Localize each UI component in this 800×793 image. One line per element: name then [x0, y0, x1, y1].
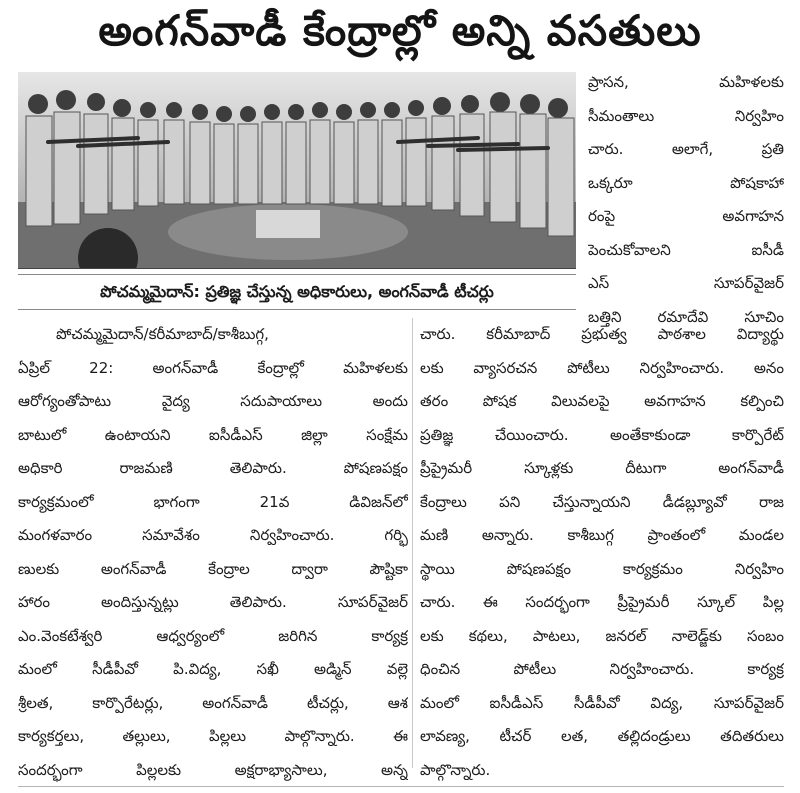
dateline: పోచమ్మమైదాన్/కరీమాబాద్/కాశీబుగ్గ,	[56, 325, 269, 343]
text-line: బత్తిని రమాదేవి సూచిం	[588, 307, 784, 326]
text-line: అధికారి రాజమణి తెలిపారు. పోషణపక్షం	[18, 459, 408, 477]
text-line: చారు. కరీమాబాద్ ప్రభుత్వ పాఠశాల విద్యార్థు	[420, 325, 784, 343]
text-line: ఎం.వెంకటేశ్వరి ఆధ్వర్యంలో జరిగిన కార్యక్ర	[18, 626, 408, 645]
text-line: బాటులో ఉంటాయని ఐసీడీఎస్ జిల్లా సంక్షేమ	[18, 425, 408, 444]
text-line: ధించిన పోటీలు నిర్వహించారు. కార్యక్ర	[420, 660, 784, 678]
text-line: ప్రాసన, మహిళలకు	[588, 73, 784, 91]
text-line-last: పాల్గొన్నారు.	[420, 760, 491, 779]
text-line: తరం పోషక విలువలపై అవగాహన కల్పించి	[420, 392, 784, 410]
text-line: ఎస్ సూపర్‌వైజర్	[588, 274, 784, 292]
text-line: మణి అన్నారు. కాశీబుగ్గ ప్రాంతంలో మండల	[420, 526, 784, 544]
column-divider	[412, 318, 413, 768]
text-line: చారు. ఈ సందర్భంగా ప్రీప్రైమరీ స్కూల్ పిల్ల	[420, 593, 784, 611]
text-line: స్థాయి పోషణపక్షం కార్యక్రమం నిర్వహిం	[420, 559, 784, 578]
text-line: లకు కథలు, పాటలు, జనరల్ నాలెడ్జ్‌కు సంబం	[420, 626, 784, 645]
text-line: హారం అందిస్తున్నట్లు తెలిపారు. సూపర్‌వైజర్	[18, 593, 408, 611]
bottom-rule	[18, 786, 784, 787]
text-line: రంపై అవగాహన	[588, 207, 784, 225]
text-line: చారు. అలాగే, ప్రతి	[588, 140, 784, 158]
text-line: ప్రతిజ్ఞ చేయించారు. అంతేకాకుండా కార్పొరేట్	[420, 425, 784, 444]
photo-caption: పోచమ్మమైదాన్: ప్రతిజ్ఞ చేస్తున్న అధికారులు, అంగన్‌వాడీ టీచర్లు	[18, 274, 576, 310]
text-line: మంలో ఐసీడీఎస్ సీడీపీవో విద్య, సూపర్‌వైజర్	[420, 693, 784, 712]
left-column	[18, 318, 408, 787]
news-photo	[18, 72, 576, 269]
text-line: లకు వ్యాసరచన పోటీలు నిర్వహించారు. అనం	[420, 358, 784, 377]
text-line: కార్యక్రమంలో భాగంగా 21వ డివిజన్‌లో	[18, 492, 408, 511]
headline: అంగన్‌వాడీ కేంద్రాల్లో అన్ని వసతులు	[98, 6, 702, 55]
text-line: పెంచుకోవాలని ఐసీడీ	[588, 240, 784, 259]
text-line: లావణ్య, టీచర్ లత, తల్లిదండ్రులు తదితరులు	[420, 727, 784, 745]
right-column-bottom	[420, 318, 784, 787]
text-line: ఒక్కరూ పోషకాహా	[588, 173, 784, 192]
text-line: ణులకు అంగన్‌వాడీ కేంద్రాల ద్వారా పౌష్టికా	[18, 559, 408, 578]
text-line: మంగళవారం సమావేశం నిర్వహించారు. గర్భి	[18, 526, 408, 544]
text-line: కార్యకర్తలు, తల్లులు, పిల్లలు పాల్గొన్నారు. ఈ	[18, 727, 408, 745]
text-line: మంలో సీడీపీవో పి.విద్య, సఖీ అడ్మిన్ వల్లె	[18, 660, 408, 678]
text-line: ఆరోగ్యంతోపాటు వైద్య సదుపాయాలు అందు	[18, 392, 408, 410]
text-line: సందర్భంగా పిల్లలకు అక్షరాభ్యాసాలు, అన్న	[18, 760, 408, 779]
text-line: సీమంతాలు నిర్వహిం	[588, 106, 784, 125]
text-line: కేంద్రాలు పని చేస్తున్నాయని డీడబ్ల్యూవో రాజ	[420, 492, 784, 511]
right-column-top	[588, 66, 784, 334]
text-line: ఏప్రిల్ 22: అంగన్‌వాడీ కేంద్రాల్లో మహిళలకు	[18, 358, 408, 377]
text-line: ప్రీప్రైమరీ స్కూళ్లకు దీటుగా అంగన్‌వాడీ	[420, 459, 784, 477]
text-line: శ్రీలత, కార్పొరేటర్లు, అంగన్‌వాడీ టీచర్లు, ఆశ	[18, 693, 408, 712]
